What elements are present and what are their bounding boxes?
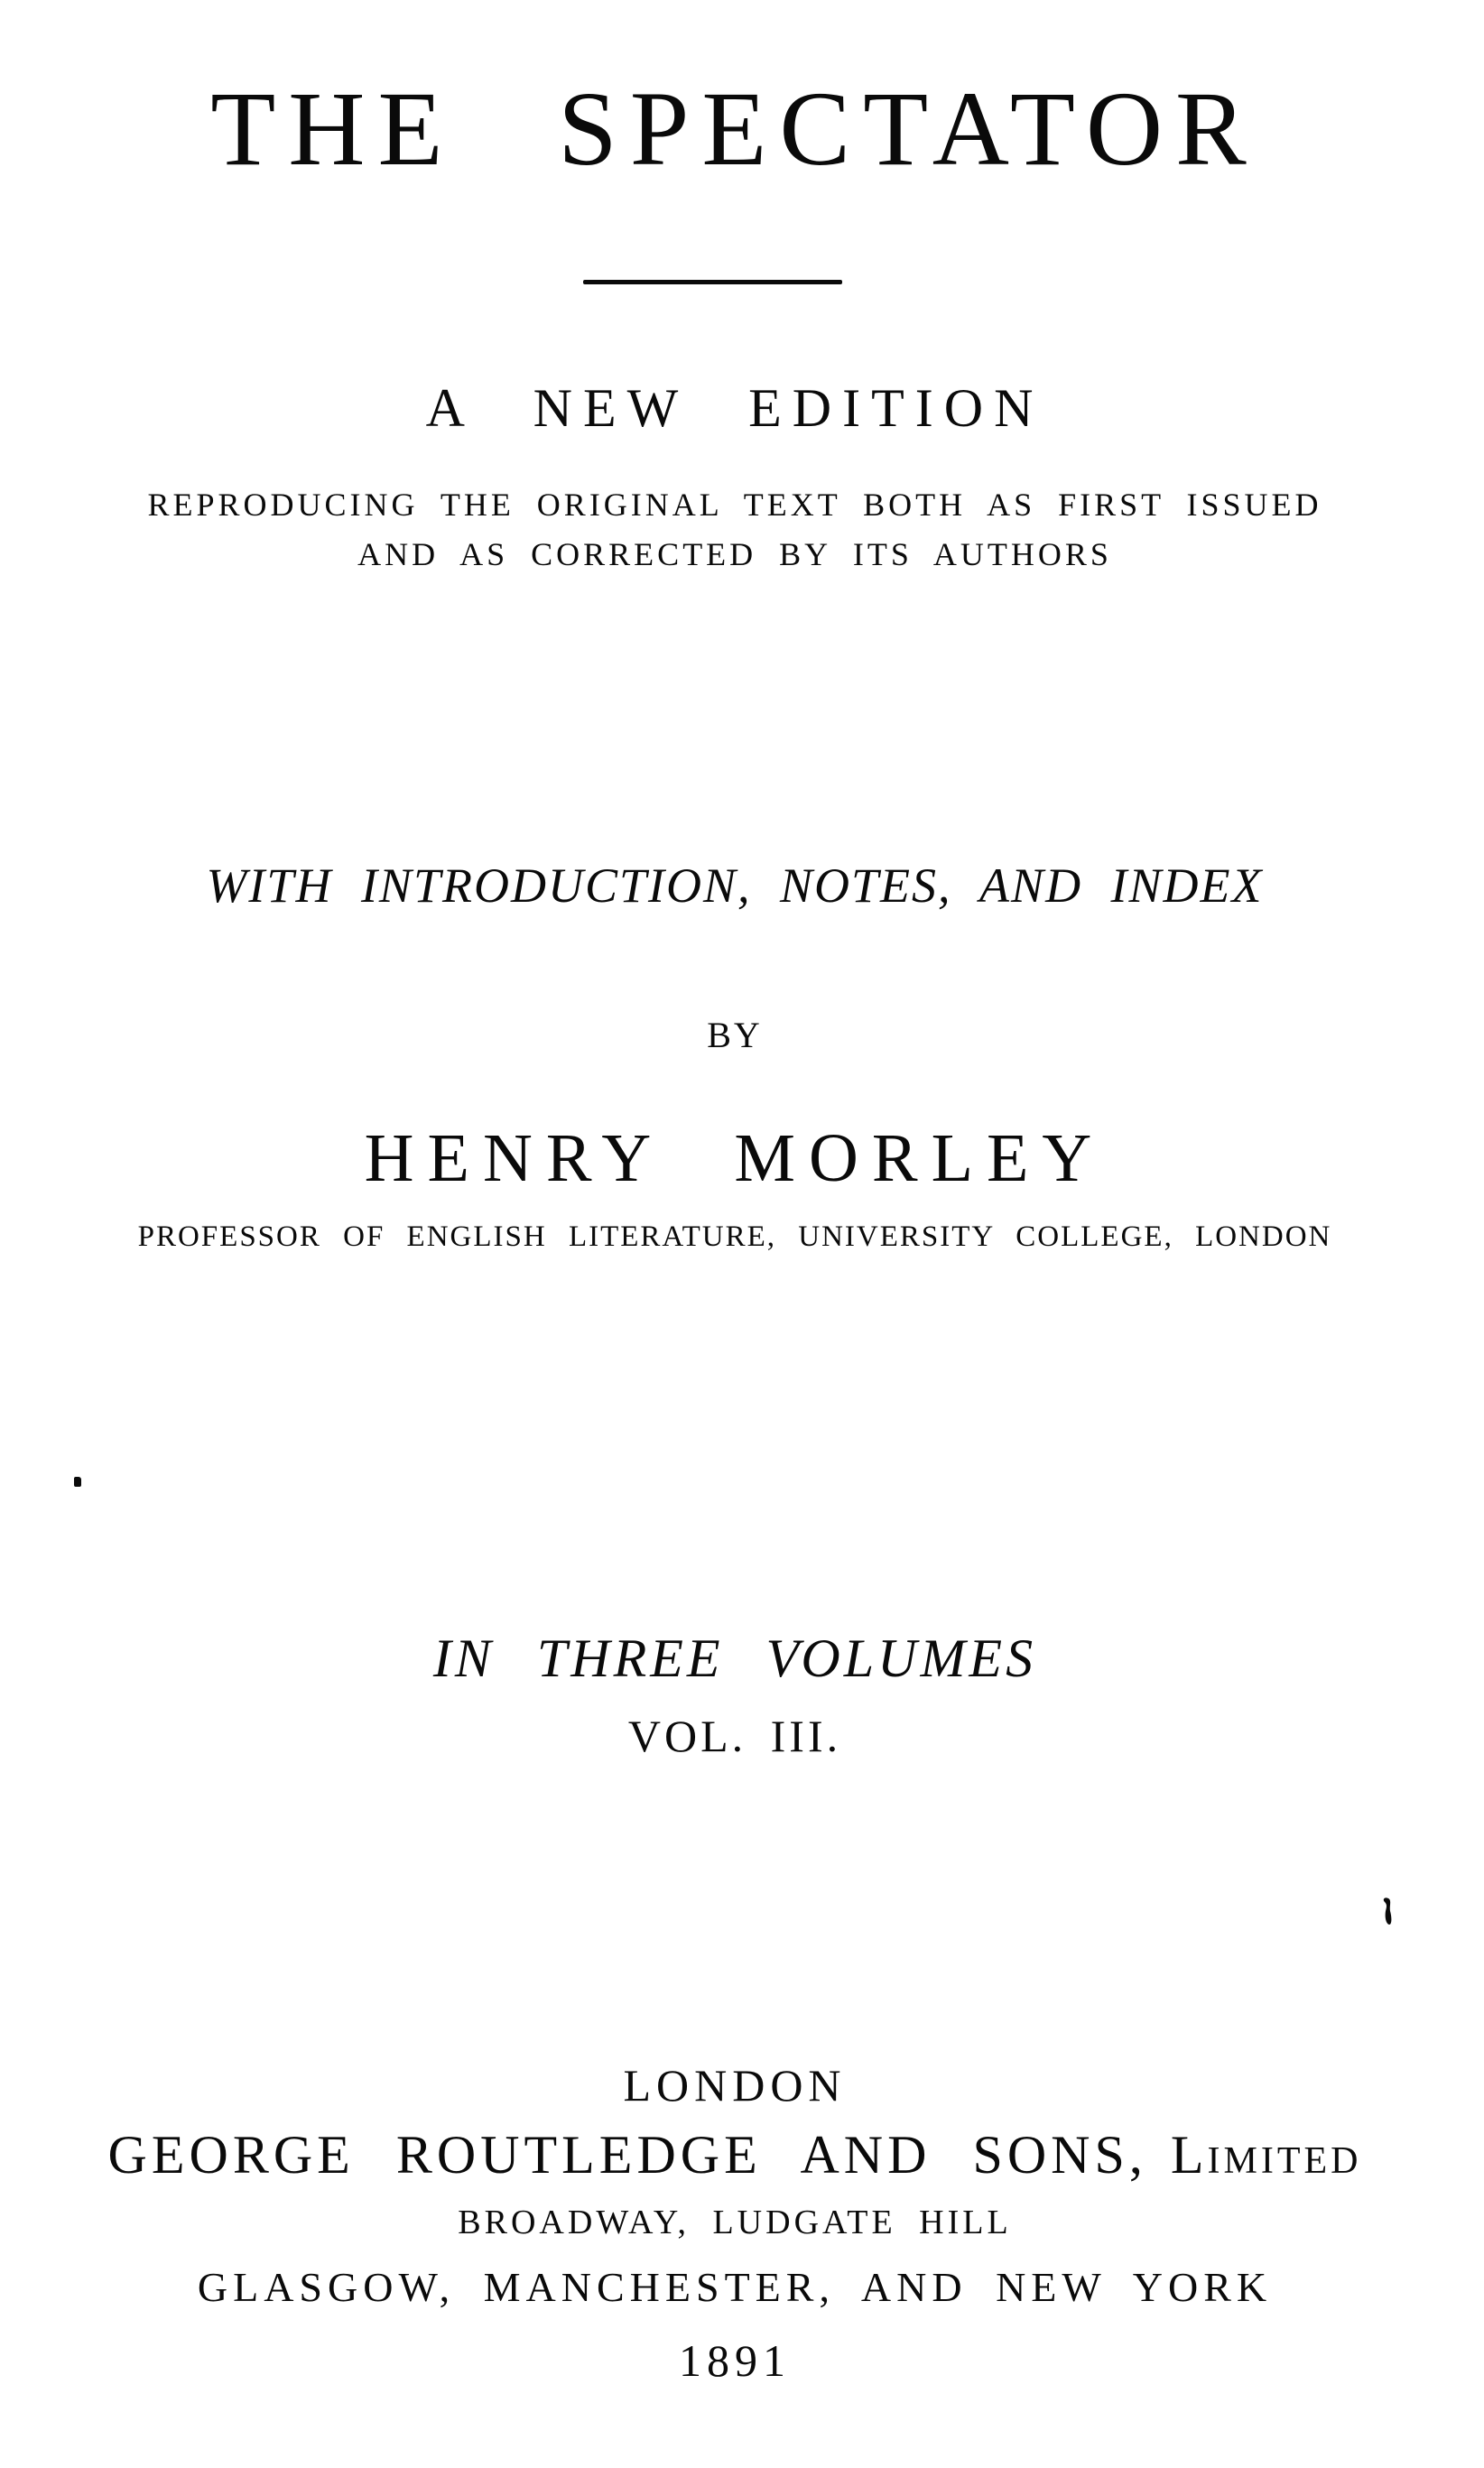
book-title: THE SPECTATOR xyxy=(210,70,1259,188)
title-divider-rule xyxy=(583,280,842,284)
by-label: BY xyxy=(707,1015,763,1055)
imprint-publisher-suffix: Limited xyxy=(1170,2125,1362,2185)
ink-blot xyxy=(1382,1897,1393,1925)
series-line: IN THREE VOLUMES xyxy=(432,1628,1037,1688)
imprint-city: LONDON xyxy=(623,2060,847,2111)
imprint-year: 1891 xyxy=(679,2335,791,2386)
features-line: WITH INTRODUCTION, NOTES, AND INDEX xyxy=(206,858,1264,913)
imprint-publisher-main: GEORGE ROUTLEDGE AND SONS, xyxy=(107,2125,1147,2185)
ink-speck xyxy=(74,1477,81,1487)
imprint-publisher xyxy=(0,2125,1470,2185)
author-title: PROFESSOR OF ENGLISH LITERATURE, UNIVERSITY COLLEGE, LONDON xyxy=(137,1220,1332,1253)
edition-subtitle-line1: REPRODUCING THE ORIGINAL TEXT BOTH AS FIRST ISSUED xyxy=(147,487,1322,523)
imprint-branches: GLASGOW, MANCHESTER, AND NEW YORK xyxy=(197,2264,1273,2310)
author-name: HENRY MORLEY xyxy=(364,1120,1106,1196)
edition-heading: A NEW EDITION xyxy=(425,378,1044,438)
edition-subtitle-line2: AND AS CORRECTED BY ITS AUTHORS xyxy=(357,536,1112,572)
imprint-address: BROADWAY, LUDGATE HILL xyxy=(458,2204,1012,2241)
volume-label: VOL. III. xyxy=(627,1711,842,1761)
